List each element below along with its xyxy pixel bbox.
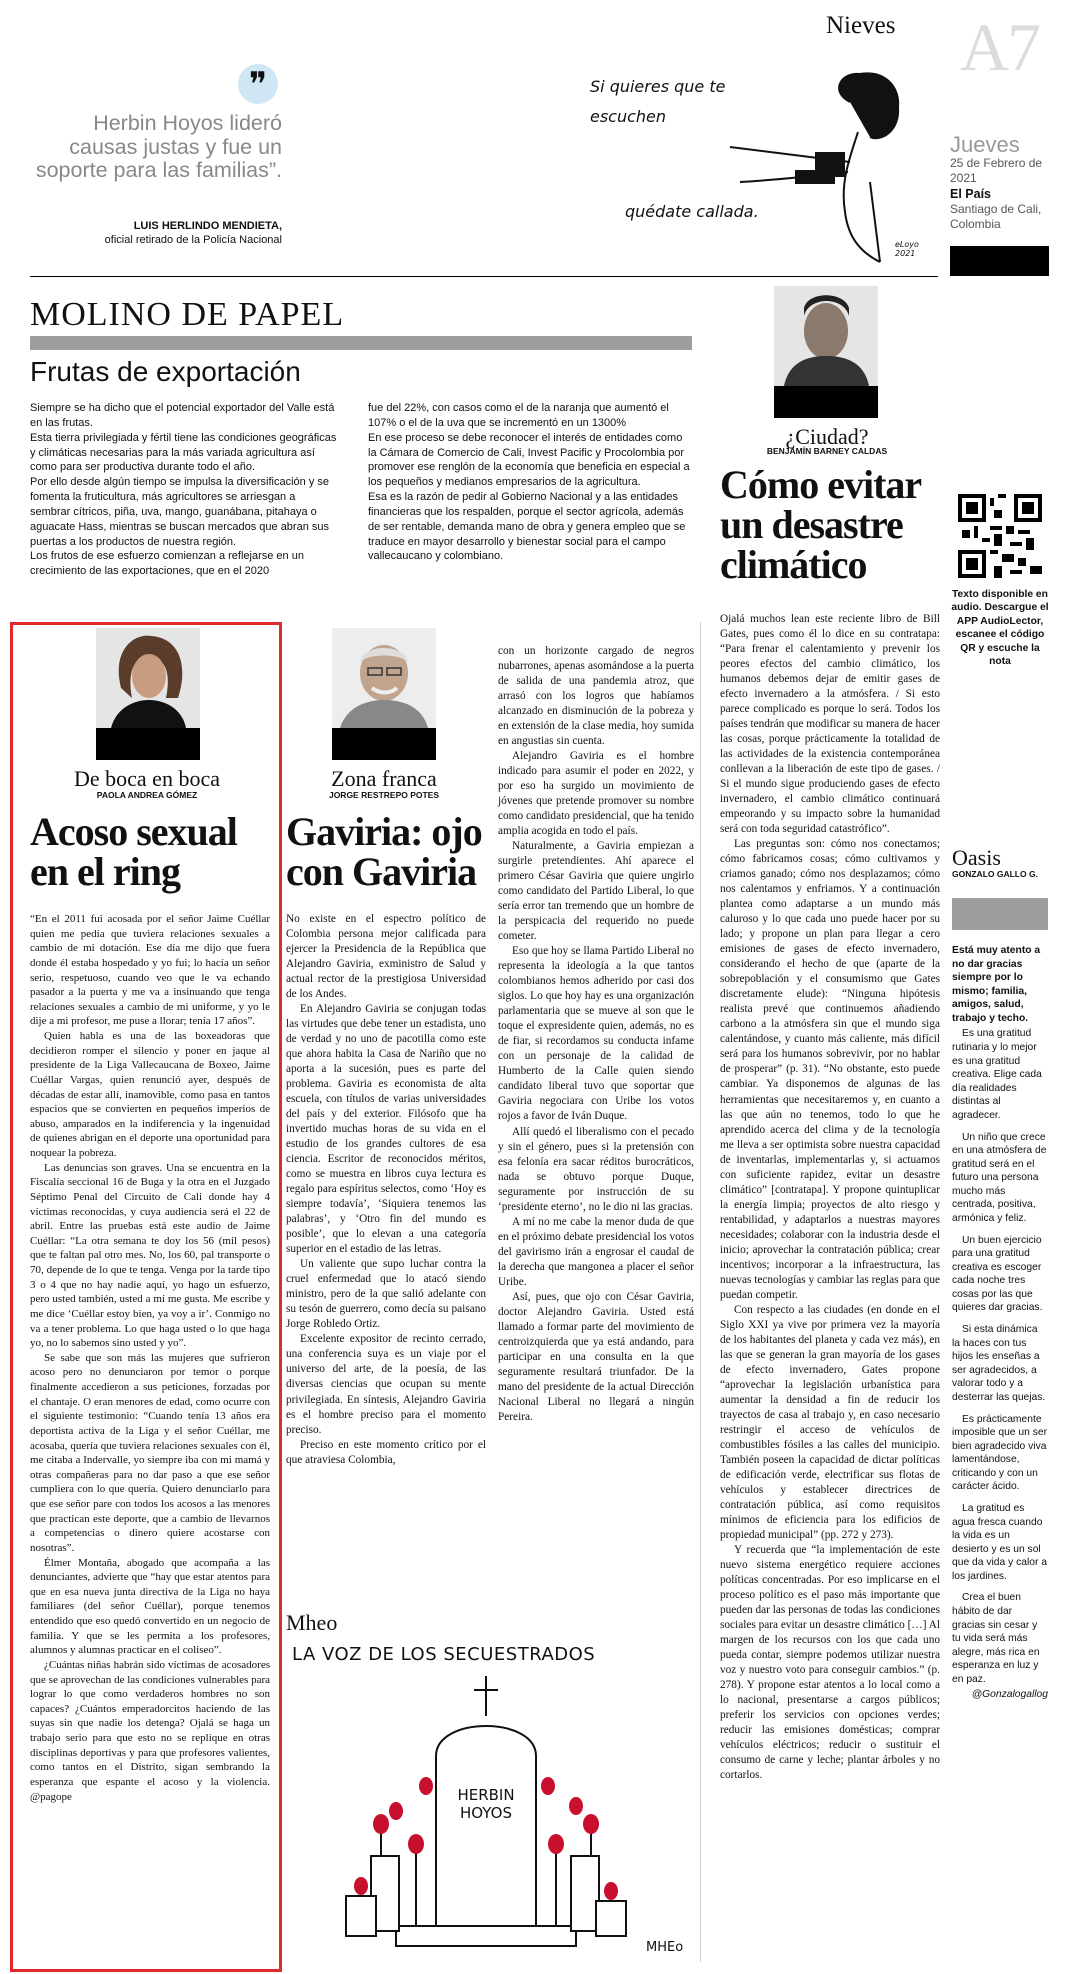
cartoon-text-2: quédate callada.	[625, 202, 759, 221]
quote-circle-icon: ❞	[238, 64, 278, 104]
author-photo-gomez	[96, 628, 200, 760]
column-author-oasis: GONZALO GALLO G.	[952, 869, 1038, 879]
editorial-col1: Siempre se ha dicho que el potencial exportador del Valle está en las frutas. Esta tierra privilegiada y fértil tiene las condiciones geográficas y climáticas necesarias para la más variada agricultura así como para ser productiva durante todo el año. Por ello desde algún tiempo se impulsa la diversificación y se fomenta la fruticultura, más agricultores se arriesgan a sembrar cítricos, piña, uva, mango, guanábana, pitahaya o aguacate Hass, mientras se buscan mercados que abran sus puertas a los productos de nuestra región. Los frutos de ese esfuerzo comienzan a reflejarse en un crecimiento de las exportaciones, que en el 2020	[30, 402, 337, 578]
oasis-lead: Está muy atento a no dar gracias siempre por lo mismo; familia, amigos, salud, trabajo y techo.	[952, 945, 1041, 1024]
article-body-franca-col1: No existe en el espectro político de Colombia persona mejor calificada para ejercer la Presidencia de la República que Alejandro Gaviria, exministro de Salud y actual rector de la prestigiosa Universidad de los Andes. En Alejandro Gaviria se conjugan todas las virtudes que debe tener un estadista, uno de verdad y no uno de pacotilla como este que ahora habita la Casa de Nariño que no aporta a la sucesión, pues es parte del problema. Gaviria es economista de alta escuela, con títulos de varias universidades del país y del exterior. Filósofo que ha invertido muchas horas de su vida en el estudio de los grandes cultores de esa ciencia. Escritor de reconocidos méritos, como se muestra en libros cuya lectura es regalo para espíritus selectos, como ‘Hoy es siempre todavía’, ‘Siquiera tenemos las palabras’, y ‘Otro fin del mundo es posible’, que lo elevan a una categoría superior en el estadio de las letras. Un valiente que supo luchar contra la cruel enfermedad que lo atacó siendo ministro, pero de la que salió adelante con su tesón de guerrero, como decía su paisano Jorge Robledo Ortiz. Excelente expositor de recinto cerrado, una conferencia suya es un viaje por el universo del arte, de la poesía, de las diversas ciencias que ocupan su mente privilegiada. En síntesis, Alejandro Gaviria es el hombre preciso para el momento preciso. Preciso en este momento crítico por el que atraviesa Colombia,	[286, 913, 486, 1466]
article-headline-boca: Acoso sexual en el ring	[30, 809, 237, 894]
date-block	[950, 133, 1070, 232]
editorial-headline: Frutas de exportación	[30, 356, 301, 387]
date-day: Jueves	[950, 132, 1020, 157]
paper-name: El País	[950, 187, 991, 202]
qr-note: Texto disponible en audio. Descargue el APP AudioLector, escanee el código QR y escuche la nota	[951, 589, 1049, 667]
column-name-boca: De boca en boca	[74, 766, 220, 791]
oasis-bar	[952, 898, 1048, 930]
ad-block	[950, 246, 1049, 276]
tomb-text: HERBIN HOYOS	[457, 1786, 515, 1822]
section-title: MOLINO DE PAPEL	[30, 296, 345, 333]
author-photo-barney	[774, 286, 878, 418]
cartoon-signature-mheo: MHEo	[646, 1940, 684, 1955]
section-bar	[30, 336, 692, 350]
quote-author: LUIS HERLINDO MENDIETA,	[133, 220, 282, 232]
column-name-oasis: Oasis	[952, 845, 1001, 870]
column-author-franca: JORGE RESTREPO POTES	[328, 790, 440, 800]
mheo-cartoon	[286, 1640, 698, 1970]
column-name-ciudad: ¿Ciudad?	[785, 424, 869, 449]
article-body-franca-col2: con un horizonte cargado de negros nubarrones, apenas asomándose a la puerta de salida de una pandemia atroz, que arrasó con los logros que habíamos alcanzado en disminución de la pobreza y en extensión de la clase media, hoy sumida en angustias sin cuenta. Alejandro Gaviria es el hombre indicado para asumir el poder en 2022, y por eso ha surgido un movimiento de jóvenes que pretende promover su nombre como candidato presidencial, que ha tenido amplia acogida en todo el país. Naturalmente, a Gaviria empiezan a surgirle pretendientes. Ahí aparece el primero César Gaviria que quiere ungirlo como candidato del Partido Liberal, lo que sería error tan tremendo que un hombre de la perspicacia del requerido no puede cometer. Eso que hoy se llama Partido Liberal no representa la ideología a la que tantos colombianos hemos adherido por casi dos siglos. Lo que hoy hay es una organización parlamentaria que se mueve al son que le toque el expresidente quien, además, no es de fiar, si recordamos su conducta infame con un personaje de la calidad de Humberto de la Calle quien siendo candidato liberal tuvo que soportar que Gaviria negociara con Uribe los votos rojos a favor de Iván Duque. Allí quedó el liberalismo con el pecado y sin el género, pues si la pretensión con esa felonía era sacar réditos burocráticos, nada se obtuvo porque Duque, seguramente por instrucción de su ‘presidente eterno’, no le dio ni las gracias. A mí no me cabe la menor duda de que en el próximo debate presidencial los votos del gavirismo irán a engrosar el caudal de la derecha que mangonea a placer el señor Uribe. Así, pues, que ojo con César Gaviria, doctor Alejandro Gaviria. Usted está llamado a formar parte del movimiento de centroizquierda que ya está andando, para participar en una consulta en la que seguramente resultará triunfador. De la mano del presidente de la actual Dirección Nacional Liberal no llegará a ningún Pereira.	[498, 645, 694, 1423]
quote-author-role: oficial retirado de la Policía Nacional	[104, 234, 282, 246]
tombstone-drawing	[286, 1676, 698, 1970]
article-headline-ciudad: Cómo evitar un desastre climático	[720, 462, 921, 587]
article-headline-franca: Gaviria: ojo con Gaviria	[286, 809, 482, 894]
column-name-franca: Zona franca	[331, 766, 437, 791]
column-author-ciudad: BENJAMÍN BARNEY CALDAS	[766, 446, 888, 456]
cartoon-text-1: Si quieres que te escuchen	[590, 77, 726, 127]
header-rule	[30, 276, 938, 277]
cartoon-label: Mheo	[286, 1610, 338, 1635]
article-body-ciudad: Ojalá muchos lean este reciente libro de Bill Gates, pues como él lo dice en su contratapa: “Para frenar el calentamiento y prevenir los peores efectos del cambio climático, los humanos debemos dejar de emitir gases de efecto invernadero a la atmósfera. / Si esto parece complicado es porque lo será. Todos los países tendrán que modificar su manera de hacer las cosas, porque prácticamente la totalidad de las actividades de la existencia contemporánea conllevan a la liberación de este tipo de gases. / Si el mundo sigue produciendo gases de efecto invernadero, el cambio climático continuará empeorando y su impacto sobre la humanidad será con toda seguridad catastrófico”. Las preguntas son: cómo nos conectamos; cómo fabricamos cosas; cómo cultivamos y criamos ganado; cómo nos desplazamos; cómo nos calentamos y enfriamos. Y a continuación plantea como adaptarse a un mundo más caluroso y lo que cada uno puede hacer por su lado; y propone un plan para llegar a cero emisiones de gases de efecto invernadero, considerando el hecho de que (aparte de la sobrepoblación y el consumismo que Gates discretamente elude): “Ninguna hipótesis realista prevé que continuemos añadiendo carbono a la atmósfera sin que el mundo siga calentándose, y cuanto más caliente, más difícil será para los humanos sobrevivir, por no hablar de prosperar” (p. 31). “No obstante, esto puede cambiar. Ya disponemos de algunas de las herramientas que necesitaremos y, en cuanto a las que aún no tenemos, todo lo que he aprendido acerca del clima y de la tecnología me lleva a ser optimista sobre nuestra capacidad de inventarlas, implementarlas y, si actuamos con suficiente rapidez, evitar un desastre climático” [contratapa]. Y propone quintuplicar la energía limpia; proyectos de alto riesgo y rentabilidad, y adaptarlos a nuestras mayores necesidades; colaborar con la industria desde el inicio; aprovechar la contratación pública; crear incentivos; incorporar a la infraestructura, las nuevas tecnologías y cambiar las reglas para que puedan competir. Con respecto a las ciudades (en donde en el Siglo XXI ya vive por primera vez la mayoría de los habitantes del planeta y cada vez más), en las que se generan la gran mayoría de los gases de efecto invernadero, Gates propone “aprovechar la legislación urbanística para aumentar la densidad a fin de reducir los trayectos de casa al trabajo y, en caso necesario restringir el acceso de vehículos de combustibles fósiles a las calles del municipio. También poseen la capacidad de dictar políticas de edificación verde, electrificar sus flotas de vehículos y establecer directrices de contratación pública, así como requisitos mínimos de eficiencia para los edificios de propiedad municipal” (pp. 272 y 273). Y recuerda que “la implementación de este nuevo sistema energético requiere acciones políticas concentradas. Por eso implicarse en el proceso político es el paso más importante que pueden dar las personas de todas las condiciones sociales para evitar un desastre climático […] Al margen de los recursos con los que cada uno pueda contar, siempre podemos utilizar nuestra voz y nuestro voto para conseguir cambios.” (p. 278). Y propone estar atentos a lo local como a lo nacional, presentarse a cargos públicos; preferir los servicios con opciones verdes; reducir las emisiones domésticas; comprar vehículos eléctricos; reducir o sustituir el consumo de carne y leche; plantar árboles y no cortarlos.	[720, 613, 940, 1782]
cartoon-title: LA VOZ DE LOS SECUESTRADOS	[292, 1644, 596, 1665]
date-full: 25 de Febrero de 2021	[950, 156, 1043, 186]
pull-quote: Herbin Hoyos lideró causas justas y fue un soporte para las familias”.	[35, 111, 282, 183]
column-divider	[700, 622, 701, 1962]
oasis-handle: @Gonzalogallog	[971, 1689, 1048, 1701]
paper-location: Santiago de Cali, Colombia	[950, 202, 1042, 232]
qr-code[interactable]	[958, 494, 1042, 578]
section-name: Nieves	[826, 12, 896, 39]
author-photo-restrepo	[332, 628, 436, 760]
column-author-boca: PAOLA ANDREA GÓMEZ	[96, 790, 198, 800]
editorial-col2: fue del 22%, con casos como el de la naranja que aumentó el 107% o el de la uva que se incrementó en un 1300% En ese proceso se debe reconocer el interés de entidades como la Cámara de Comercio de Cali, Invest Pacific y Procolombia por promover ese renglón de la economía que beneficia en especial a los pequeños y medianos empresarios de la agricultura. Esa es la razón de pedir al Gobierno Nacional y a las entidades financieras que los respalden, porque el sector agrícola, además de ser rentable, demanda mano de obra y genera empleo que se traduce en mayor desarrollo y bienestar social para el campo vallecaucano y colombiano.	[368, 402, 690, 563]
page-number: A7	[960, 9, 1040, 85]
article-body-boca: “En el 2011 fui acosada por el señor Jaime Cuéllar quien me pedía que tuviera relaciones sexuales a cambio de mi dotación. Ese día me dijo que fuera donde él estaba hospedado y yo fui; lo hacía un señor serio, respetuoso, cuando veo que le va echando pasador a la puerta y me va a insinuando que tenga relaciones sexuales a cambio de mi uniforme, y yo le dije a mi profesor, me puse a llorar; tenía 17 años”. Quien habla es una de las boxeadoras que decidieron romper el silencio y poner en jaque al presidente de la Liga Vallecaucana de Boxeo, Jaime Cuéllar Vargas, quien renunció ayer, después de décadas de estar allí, inamovible, como pasa en tantos espacios que se convierten en pequeños imperios de abuso, amparados en la indiferencia y la ingenuidad de quienes abrigan en el deporte una oportunidad para noquear la pobreza. Las denuncias son graves. Una se encuentra en la Fiscalía seccional 16 de Buga y la otra en el Juzgado Séptimo Penal del Circuito de Cali donde hay 4 víctimas reconocidas, y cuya audiencia será el 22 de abril. Entre las pruebas está este audio de Jaime Cuéllar: “La otra semana te doy los 56 (mil pesos) que te faltan pal otro mes. No, los 60, pal transporte o 70, depende de lo que te tenga. Venga por la tarde tipo 3 o 4 que no hay nadie aquí, yo hago un esfuerzo, pero usted también, usted a mí me gusta. Me escribe y me dice ‘Cuéllar estoy bien, ya voy a ir’. Conmigo no va a tener problema. Lo que haga usted o lo que haga yo, no lo sabemos sino usted y yo”. Se sabe que son más las mujeres que sufrieron acoso pero no denunciaron por temor o porque finalmente accedieron a sus peticiones, forzadas por el chantaje. O eran menores de edad, como ocurre con el siguiente testimonio: “Cuando tenía 13 años era deportista activa de la Liga y el señor Cuéllar, me acosaba, quería que tuviera relaciones sexuales con él, me citaba a Indervalle, yo siempre iba con mi mamá y otras compañeras para no dar paso a que ese señor cumpliera con lo que quería. Quiero denunciarlo para que ese señor pare con todos los acosos a las menores que practican este deporte, que a cambio de llevarnos a competencias o dinero quiere acostarse con nosotras”. Élmer Montaña, abogado que acompaña a las denunciantes, advierte que “hay que estar atentos para que en esa nueva junta directiva de la Liga no haya familiares (del señor Cuéllar), porque tenemos entendido que eso quedó convertido en un negocio de familia. Y que se les permita a los profesores, alumnos y alumnas practicar en el coliseo”. ¿Cuántas niñas habrán sido víctimas de acosadores que se aprovechan de las condiciones vulnerables para lograr lo que como verdaderos hombres no son capaces? ¿Cuántos emperadorcitos haciendo de las suyas sin que nadie los detenga? Ojalá se haga un trabajo serio para que esto no se replique en otras disciplinas deportivas y para que profesores valientes, como tantos en el Distrito, sigan sembrando la esperanza que espante el acoso y la violencia. @pagope	[30, 913, 270, 1803]
cartoon-signature: eLoyo 2021	[895, 240, 919, 258]
oasis-body: Está muy atento a no dar gracias siempre por lo mismo; familia, amigos, salud, trabajo y techo. Es una gratitud rutinaria y lo mejor es una gratitud creativa. Elige cada día realidades distintas al agradecer. Un niño que crece en una atmósfera de gratitud será en el futuro una persona mucho más centrada, positiva, armónica y feliz. Un buen ejercicio para una gratitud creativa es escoger cada noche tres cosas por las que quieres dar gracias. Si esta dinámica la haces con tus hijos les enseñas a ser agradecidos, a valorar todo y a desterrar las quejas. Es prácticamente imposible que un ser bien agradecido viva lamentándose, criticando y con un carácter ácido. La gratitud es agua fresca cuando la vida es un desierto y es un sol que da vida y calor a los jardines. Crea el buen hábito de dar gracias sin cesar y tu vida será más alegre, más rica en esperanza en luz y en paz. @Gonzalogallog	[952, 945, 1048, 1701]
editorial-cartoon	[580, 62, 940, 272]
